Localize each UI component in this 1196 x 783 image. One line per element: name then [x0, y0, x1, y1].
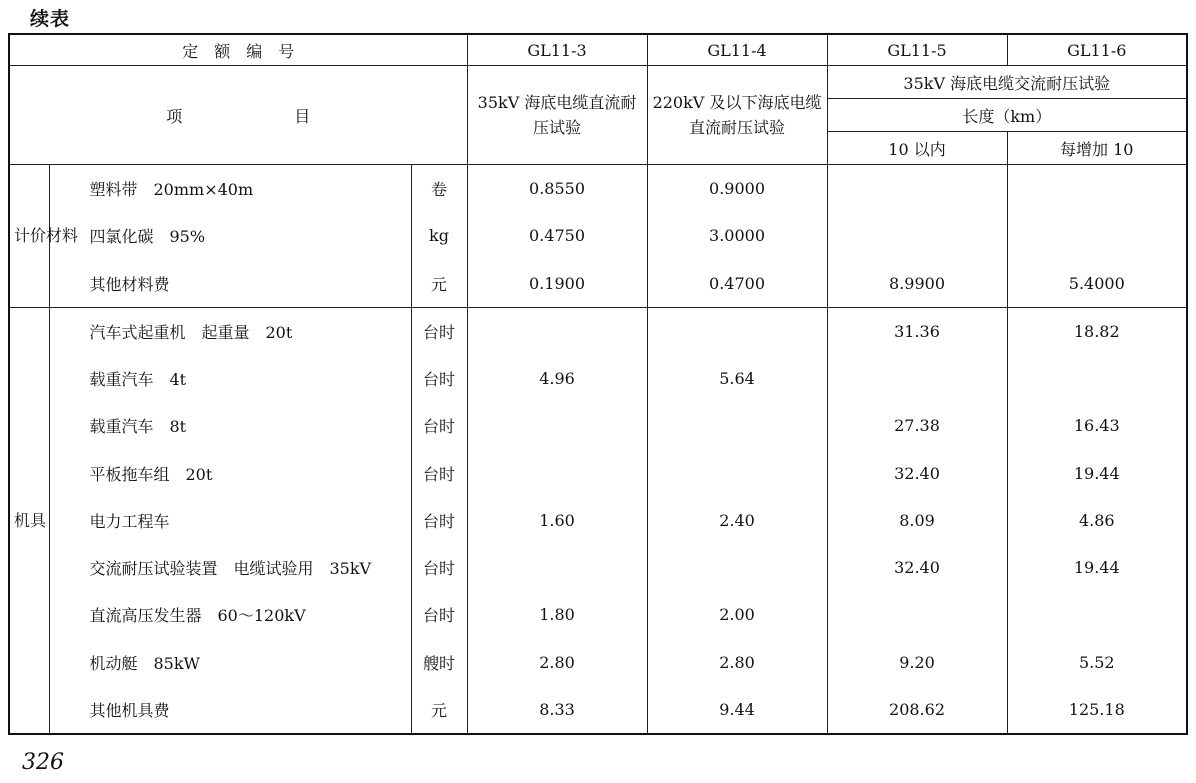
desc-gl11-3: 35kV 海底电缆直流耐压试验	[467, 66, 647, 165]
item-name: 机动艇 85kW	[49, 638, 411, 685]
value-cell	[827, 165, 1007, 213]
value-cell	[467, 402, 647, 449]
item-unit: kg	[411, 212, 467, 259]
table-continuation-title: 续表	[30, 8, 71, 30]
table-row	[9, 402, 1187, 449]
value-cell: 8.09	[827, 497, 1007, 544]
desc-gl11-5-6: 35kV 海底电缆交流耐压试验	[827, 66, 1187, 99]
table-row	[9, 307, 1187, 355]
value-cell: 19.44	[1007, 544, 1187, 591]
value-cell: 0.8550	[467, 165, 647, 213]
code-gl11-4: GL11-4	[647, 34, 827, 66]
value-cell	[827, 355, 1007, 402]
sub-each-add-10: 每增加 10	[1007, 132, 1187, 165]
quota-table	[8, 33, 1188, 735]
value-cell: 0.1900	[467, 260, 647, 308]
value-cell	[647, 307, 827, 355]
value-cell: 32.40	[827, 544, 1007, 591]
item-name: 其他机具费	[49, 686, 411, 734]
value-cell: 1.60	[467, 497, 647, 544]
item-unit: 台时	[411, 591, 467, 638]
item-unit: 台时	[411, 544, 467, 591]
value-cell	[827, 212, 1007, 259]
item-name: 塑料带 20mm×40m	[49, 165, 411, 213]
value-cell: 9.20	[827, 638, 1007, 685]
value-cell: 1.80	[467, 591, 647, 638]
value-cell: 18.82	[1007, 307, 1187, 355]
item-name: 载重汽车 4t	[49, 355, 411, 402]
value-cell: 8.9900	[827, 260, 1007, 308]
code-gl11-6: GL11-6	[1007, 34, 1187, 66]
item-name: 交流耐压试验装置 电缆试验用 35kV	[49, 544, 411, 591]
category-cell: 计价材料	[9, 165, 49, 308]
table-row	[9, 591, 1187, 638]
item-unit: 台时	[411, 497, 467, 544]
value-cell: 2.40	[647, 497, 827, 544]
value-cell: 0.4700	[647, 260, 827, 308]
item-unit: 元	[411, 260, 467, 308]
item-unit: 台时	[411, 450, 467, 497]
value-cell: 9.44	[647, 686, 827, 734]
item-name: 直流高压发生器 60～120kV	[49, 591, 411, 638]
value-cell	[647, 450, 827, 497]
item-name: 载重汽车 8t	[49, 402, 411, 449]
item-unit: 艘时	[411, 638, 467, 685]
item-name: 电力工程车	[49, 497, 411, 544]
value-cell: 5.52	[1007, 638, 1187, 685]
value-cell: 0.9000	[647, 165, 827, 213]
value-cell	[467, 544, 647, 591]
value-cell: 5.64	[647, 355, 827, 402]
table-row	[9, 638, 1187, 685]
category-cell: 机具	[9, 307, 49, 734]
table-row	[9, 355, 1187, 402]
value-cell	[467, 307, 647, 355]
value-cell	[1007, 591, 1187, 638]
value-cell: 4.96	[467, 355, 647, 402]
item-name: 四氯化碳 95%	[49, 212, 411, 259]
value-cell	[647, 544, 827, 591]
table-row	[9, 260, 1187, 308]
desc-gl11-4: 220kV 及以下海底电缆直流耐压试验	[647, 66, 827, 165]
value-cell: 4.86	[1007, 497, 1187, 544]
code-gl11-5: GL11-5	[827, 34, 1007, 66]
value-cell	[467, 450, 647, 497]
value-cell: 2.80	[647, 638, 827, 685]
item-name: 平板拖车组 20t	[49, 450, 411, 497]
value-cell: 16.43	[1007, 402, 1187, 449]
page-number: 326	[22, 750, 64, 775]
value-cell	[647, 402, 827, 449]
value-cell: 19.44	[1007, 450, 1187, 497]
item-name: 其他材料费	[49, 260, 411, 308]
value-cell: 2.80	[467, 638, 647, 685]
value-cell: 32.40	[827, 450, 1007, 497]
item-unit: 台时	[411, 402, 467, 449]
table-row	[9, 497, 1187, 544]
length-label: 长度（km）	[827, 99, 1187, 132]
value-cell: 31.36	[827, 307, 1007, 355]
value-cell	[827, 591, 1007, 638]
value-cell: 27.38	[827, 402, 1007, 449]
value-cell	[1007, 165, 1187, 213]
value-cell: 208.62	[827, 686, 1007, 734]
sub-within-10: 10 以内	[827, 132, 1007, 165]
table-row	[9, 544, 1187, 591]
value-cell	[1007, 355, 1187, 402]
table-row	[9, 165, 1187, 213]
table-row	[9, 212, 1187, 259]
item-unit: 元	[411, 686, 467, 734]
item-name: 汽车式起重机 起重量 20t	[49, 307, 411, 355]
value-cell: 8.33	[467, 686, 647, 734]
table-row	[9, 686, 1187, 734]
value-cell: 2.00	[647, 591, 827, 638]
value-cell: 5.4000	[1007, 260, 1187, 308]
value-cell: 125.18	[1007, 686, 1187, 734]
item-unit: 卷	[411, 165, 467, 213]
item-label: 项 目	[9, 66, 467, 165]
value-cell: 0.4750	[467, 212, 647, 259]
value-cell: 3.0000	[647, 212, 827, 259]
value-cell	[1007, 212, 1187, 259]
table-row	[9, 450, 1187, 497]
code-gl11-3: GL11-3	[467, 34, 647, 66]
item-unit: 台时	[411, 355, 467, 402]
quota-number-label: 定 额 编 号	[9, 34, 467, 66]
item-unit: 台时	[411, 307, 467, 355]
